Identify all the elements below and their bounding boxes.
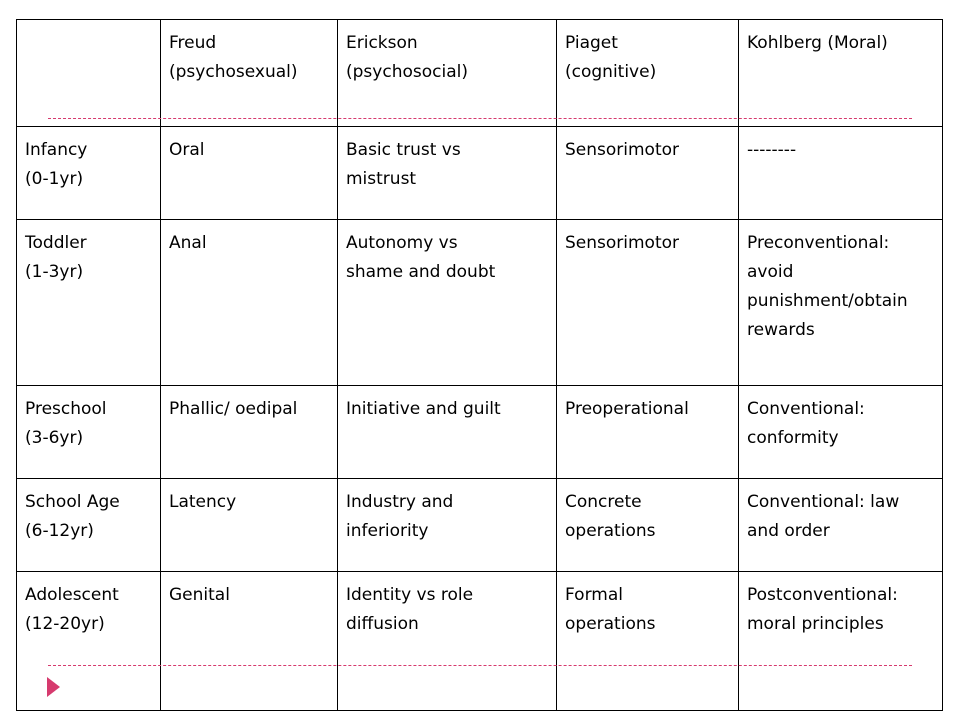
piaget-cell: Concrete operations bbox=[557, 479, 739, 572]
freud-cell: Anal bbox=[161, 220, 338, 386]
erickson-cell: Initiative and guilt bbox=[338, 386, 557, 479]
freud-cell: Oral bbox=[161, 127, 338, 220]
accent-divider-top bbox=[48, 118, 912, 119]
table-row bbox=[17, 127, 943, 220]
header-piaget: Piaget (cognitive) bbox=[557, 20, 739, 127]
kohlberg-cell: Conventional: law and order bbox=[739, 479, 943, 572]
table-header-row bbox=[17, 20, 943, 127]
header-freud: Freud (psychosexual) bbox=[161, 20, 338, 127]
stage-cell: School Age (6-12yr) bbox=[17, 479, 161, 572]
stage-cell: Infancy (0-1yr) bbox=[17, 127, 161, 220]
erickson-cell: Autonomy vs shame and doubt bbox=[338, 220, 557, 386]
table-row bbox=[17, 572, 943, 711]
header-erickson: Erickson (psychosocial) bbox=[338, 20, 557, 127]
table-row bbox=[17, 220, 943, 386]
freud-cell: Latency bbox=[161, 479, 338, 572]
stage-cell: Preschool (3-6yr) bbox=[17, 386, 161, 479]
kohlberg-cell: Preconventional: avoid punishment/obtain rewards bbox=[739, 220, 943, 386]
stage-cell: Adolescent (12-20yr) bbox=[17, 572, 161, 711]
table-row bbox=[17, 479, 943, 572]
stage-cell: Toddler (1-3yr) bbox=[17, 220, 161, 386]
development-theories-table bbox=[16, 19, 943, 711]
piaget-cell: Preoperational bbox=[557, 386, 739, 479]
kohlberg-cell: Postconventional: moral principles bbox=[739, 572, 943, 711]
kohlberg-cell: Conventional: conformity bbox=[739, 386, 943, 479]
triangle-bullet-icon bbox=[47, 677, 60, 697]
header-corner-cell bbox=[17, 20, 161, 127]
freud-cell: Phallic/ oedipal bbox=[161, 386, 338, 479]
kohlberg-cell: -------- bbox=[739, 127, 943, 220]
freud-cell: Genital bbox=[161, 572, 338, 711]
erickson-cell: Basic trust vs mistrust bbox=[338, 127, 557, 220]
erickson-cell: Identity vs role diffusion bbox=[338, 572, 557, 711]
erickson-cell: Industry and inferiority bbox=[338, 479, 557, 572]
piaget-cell: Formal operations bbox=[557, 572, 739, 711]
piaget-cell: Sensorimotor bbox=[557, 220, 739, 386]
accent-divider-bottom bbox=[48, 665, 912, 666]
header-kohlberg: Kohlberg (Moral) bbox=[739, 20, 943, 127]
table-row bbox=[17, 386, 943, 479]
piaget-cell: Sensorimotor bbox=[557, 127, 739, 220]
